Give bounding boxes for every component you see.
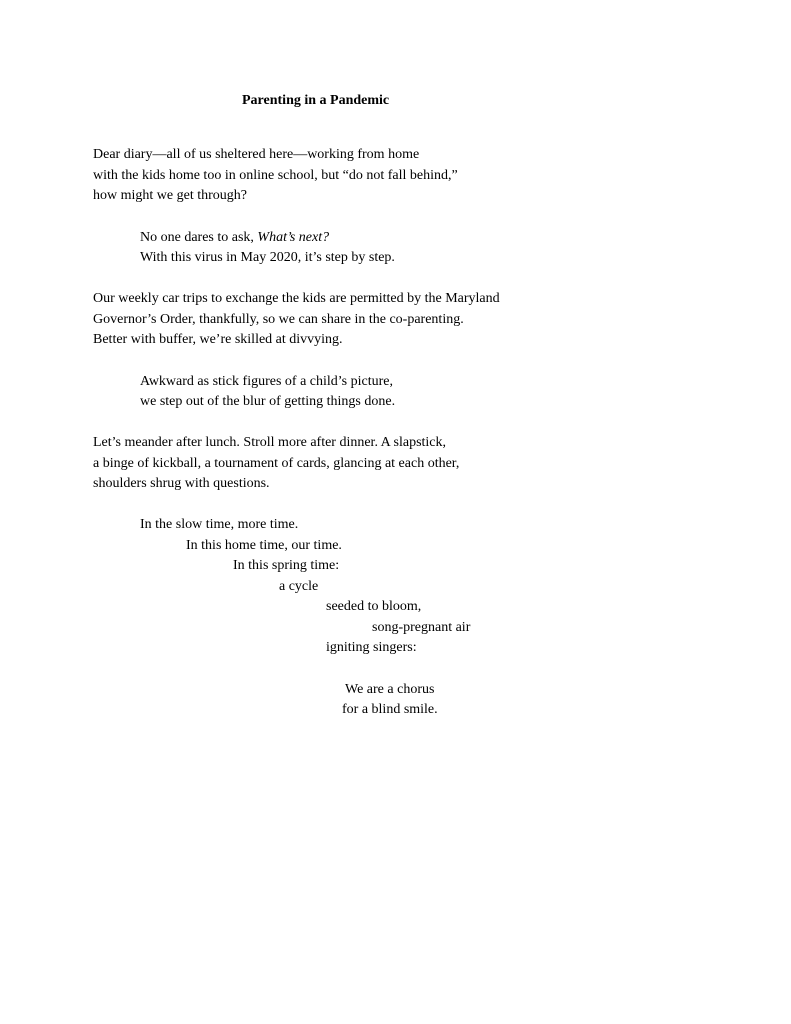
stanza7-line1: We are a chorus [345,682,435,697]
stanza2-line1-italic: What’s next? [257,230,330,245]
stanza6-line7: igniting singers: [326,640,417,655]
poem-title: Parenting in a Pandemic [242,93,390,108]
stanza1-line2: with the kids home too in online school, but “do not fall behind,” [93,168,458,183]
stanza6-line4: a cycle [279,579,319,594]
stanza6-line5: seeded to bloom, [326,599,422,614]
stanza6-line3: In this spring time: [233,558,340,573]
stanza4-line1: Awkward as stick figures of a child’s picture, [140,374,393,389]
stanza7-line2: for a blind smile. [342,702,438,717]
stanza6-line2: In this home time, our time. [186,538,342,553]
stanza5-line2: a binge of kickball, a tournament of cards, glancing at each other, [93,456,460,471]
stanza3-line2: Governor’s Order, thankfully, so we can share in the co-parenting. [93,312,464,327]
stanza2-line1 [140,228,329,248]
stanza2-line2: With this virus in May 2020, it’s step by step. [140,250,395,265]
stanza5-line1: Let’s meander after lunch. Stroll more after dinner. A slapstick, [93,435,447,450]
stanza3-line1: Our weekly car trips to exchange the kids are permitted by the Maryland [93,291,500,306]
stanza1-line3: how might we get through? [93,188,247,203]
stanza6-line6: song-pregnant air [372,620,471,635]
stanza5-line3: shoulders shrug with questions. [93,476,270,491]
stanza2-line1-text: No one dares to ask, [140,230,258,245]
stanza1-line1: Dear diary—all of us sheltered here—working from home [93,147,420,162]
stanza6-line1: In the slow time, more time. [140,517,299,532]
stanza3-line3: Better with buffer, we’re skilled at divvying. [93,332,343,347]
stanza4-line2: we step out of the blur of getting things done. [140,394,396,409]
